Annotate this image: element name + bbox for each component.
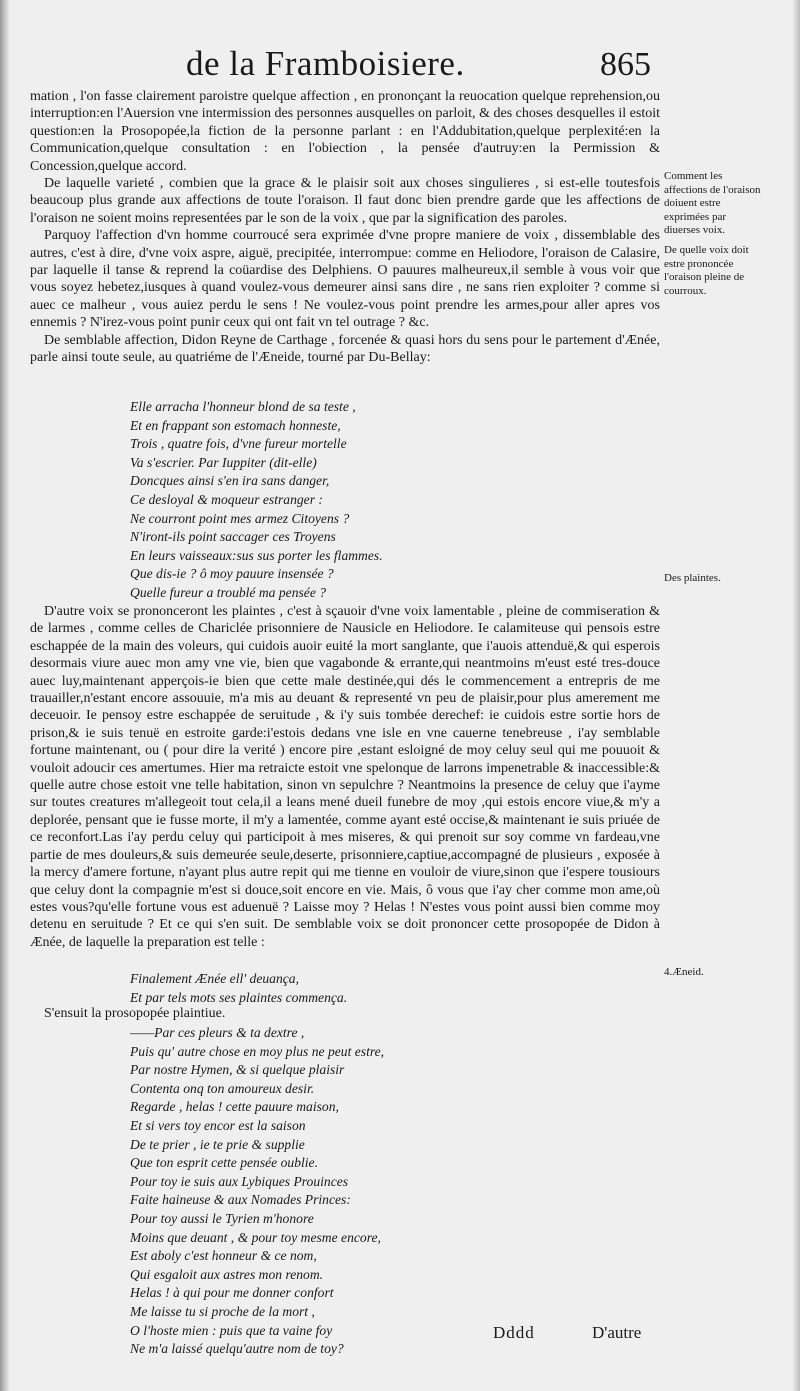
verse-line: En leurs vaisseaux:sus sus porter les flammes.	[130, 547, 383, 563]
page-header	[0, 44, 800, 88]
verse-line: Moins que deuant , & pour toy mesme encore,	[130, 1229, 381, 1245]
verse-line: Me laisse tu si proche de la mort ,	[130, 1303, 315, 1319]
verse-line: Qui esgaloit aux astres mon renom.	[130, 1266, 324, 1282]
verse-line: O l'hoste mien : puis que ta vaine foy	[130, 1322, 333, 1338]
margin-note-aeneid: 4.Æneid.	[664, 966, 704, 978]
verse-line: Par nostre Hymen, & si quelque plaisir	[130, 1062, 345, 1078]
page-edge-shadow-right	[792, 0, 800, 1391]
verse-line: Doncques ainsi s'en ira sans danger,	[130, 473, 330, 489]
paragraph: D'autre voix se prononceront les plaintes , c'est à sçauoir d'vne voix lamentable , pleine de commiseration & de larmes , comme celles de Chariclée prisonniere de Nausicle en Heliodore. Ie calamiteuse qui pensois estre eschappée de la main des voleurs, qui cuidois auoir euité la mort sanglante, que i'auois attenduë,& qui esperois desormais viure auec mon amy vne vie, bien que vagabonde & errante,qui neantmoins m'eust esté tres-douce auec luy,maintenant apperçois-ie bien que cette male destinée,qui dés le commencement a entrepris de me trauailler,n'estant encore assouuie, m'a mis au deuant & representé vn peu de plaisir,pour plus amerement me deceuoir. Ie pensoy estre eschappée de seruitude , & i'y suis tombée derechef: ie cuidois estre sortie hors de prison,& ie suis tenuë en estroite garde:i'estois dedans vne isle en vne cauerne tenebreuse , i'ay semblable fortune maintenant, ou ( pour dire la verité ) encore pire ,estant esloigné de moy celuy seul qui me pouuoit & vouloit adoucir ces amertumes. Hier ma retraicte estoit vne spelonque de larrons impenetrable & inaccessible:& quelle autre chose estoit vne telle habitation, sinon vn sepulchre ? Neantmoins la presence de celuy que i'ayme sur toutes creatures m'allegeoit tout cela,il a leans mené dueil funebre de moy ,qui estois encore viue,& m'y a deplorée, pensant que ie fusse morte, il m'y a lamentée, comme ayant esté occise,& maintenant ie suis priuée de ce reconfort.Las i'ay perdu celuy qui participoit à mes miseres, & qui prenoit sur soy comme vn fardeau,vne partie de mes douleurs,& suis demeurée seule,deserte, prisonniere,captiue,accompagné de plusieurs , exposée à la mercy d'amere fortune, n'ayant plus autre repit qui me tienne en vouloir de viure,sinon que i'espere tousiours que celuy dont la compagnie m'est si douce,soit encore en vie. Mais, ô vous que i'ay cher comme mon ame,où estes vous?qu'elle fortune vous est aduenuë ? Laisse moy ? Helas ! N'estes vous point aussi bien comme moy detenu en seruitude ? Et ce qui s'en suit. De semblable voix se doit prononcer cette prosopopée de Didon à Ænée, de laquelle la preparation est telle :	[30, 604, 660, 950]
running-title: de la Framboisiere.	[186, 44, 465, 83]
verse-line: Pour toy ie suis aux Lybiques Prouinces	[130, 1173, 349, 1189]
verse-line: Quelle fureur a troublé ma pensée ?	[130, 584, 327, 600]
verse-line: Va s'escrier. Par Iuppiter (dit-elle)	[130, 454, 317, 470]
verse-line: Que ton esprit cette pensée oublie.	[130, 1155, 318, 1171]
catchword: D'autre	[592, 1323, 642, 1342]
main-text-middle	[30, 603, 660, 951]
verse-line: Et si vers toy encor est la saison	[130, 1117, 306, 1133]
verse-line: ——Par ces pleurs & ta dextre ,	[130, 1025, 305, 1040]
margin-note-affections: Comment les affections de l'oraison doiuent estre exprimées par diuerses voix.	[664, 170, 761, 236]
verse-block-didon	[130, 398, 383, 603]
verse-line: Et par tels mots ses plaintes commença.	[130, 989, 348, 1005]
verse-block-preparation	[130, 970, 347, 1007]
verse-line: Ne m'a laissé quelqu'autre nom de toy?	[130, 1341, 344, 1357]
paragraph: De semblable affection, Didon Reyne de Carthage , forcenée & quasi hors du sens pour le partement d'Ænée, parle ainsi toute seule, au quatriéme de l'Æneide, tourné par Du-Bellay:	[30, 332, 660, 366]
verse-line: Helas ! à qui pour me donner confort	[130, 1285, 334, 1301]
paragraph: mation , l'on fasse clairement paroistre quelque affection , en prononçant la reuocation quelque reprehension,ou interruption:en l'Auersion vne intermission des personnes ausquelles on parloit, & des choses desquelles il estoit question:en la Prosopopée,la fiction de la personne parlant : en l'Addubitation,quelque perplexité:en la Communication,quelque consultation : en l'obiection , la pensée d'autruy:en la Permission & Concession,quelque accord.	[30, 89, 660, 174]
verse-line: Ce desloyal & moqueur estranger :	[130, 491, 323, 507]
verse-line: Contenta onq ton amoureux desir.	[130, 1080, 315, 1096]
verse-line: De te prier , ie te prie & supplie	[130, 1136, 305, 1152]
verse-line: Trois , quatre fois, d'vne fureur mortelle	[130, 436, 347, 452]
paragraph: Parquoy l'affection d'vn homme courroucé sera exprimée d'vne propre maniere de voix , dissemblable des autres, c'est à dire, d'vne voix aspre, aiguë, precipitée, interrompue: comme en Heliodore, l'oraison de Calasire, par laquelle il tanse & reprend la coüardise des Delphiens. O pauures malheureux,il semble à vous voir que vous soyez hebetez,iusques à quand voulez-vous demeurer ainsi sans dire , ne sans rien exploiter ? comme si auec ce malheur , vous auiez perdu le sens ! Ne voulez-vous point prendre les armes,pour aller apres vos ennemis ? N'irez-vous point punir ceux qui ont fait vn tel outrage ? &c.	[30, 228, 660, 331]
verse-line: Ne courront point mes armez Citoyens ?	[130, 510, 350, 526]
margin-note-plaintes: Des plaintes.	[664, 572, 721, 584]
section-heading: S'ensuit la prosopopée plaintiue.	[44, 1006, 226, 1021]
verse-line: Faite haineuse & aux Nomades Princes:	[130, 1192, 351, 1208]
verse-block-prosopopee	[130, 1024, 384, 1359]
main-text-top	[30, 88, 660, 367]
verse-line: N'iront-ils point saccager ces Troyens	[130, 529, 336, 545]
verse-line: Puis qu' autre chose en moy plus ne peut estre,	[130, 1043, 385, 1059]
margin-note-courroux: De quelle voix doit estre prononcée l'oraison pleine de courroux.	[664, 244, 749, 297]
page-number: 865	[600, 46, 651, 83]
signature-mark: Dddd	[493, 1323, 535, 1342]
verse-line: Finalement Ænée ell' deuança,	[130, 971, 299, 986]
verse-line: Que dis-ie ? ô moy pauure insensée ?	[130, 566, 334, 582]
paragraph: De laquelle varieté , combien que la grace & le plaisir soit aux choses singulieres , si est-elle toutesfois beaucoup plus grande aux affections de toute l'oraison. Il faut donc bien prendre garde que les affections de l'oraison ne soient moins representées par le son de la voix , que par la signification des paroles.	[30, 176, 660, 226]
verse-line: Et en frappant son estomach honneste,	[130, 417, 341, 433]
verse-line: Regarde , helas ! cette pauure maison,	[130, 1099, 339, 1115]
page-edge-shadow	[0, 0, 10, 1391]
verse-line: Elle arracha l'honneur blond de sa teste ,	[130, 399, 356, 414]
verse-line: Est aboly c'est honneur & ce nom,	[130, 1248, 317, 1264]
verse-line: Pour toy aussi le Tyrien m'honore	[130, 1210, 314, 1226]
